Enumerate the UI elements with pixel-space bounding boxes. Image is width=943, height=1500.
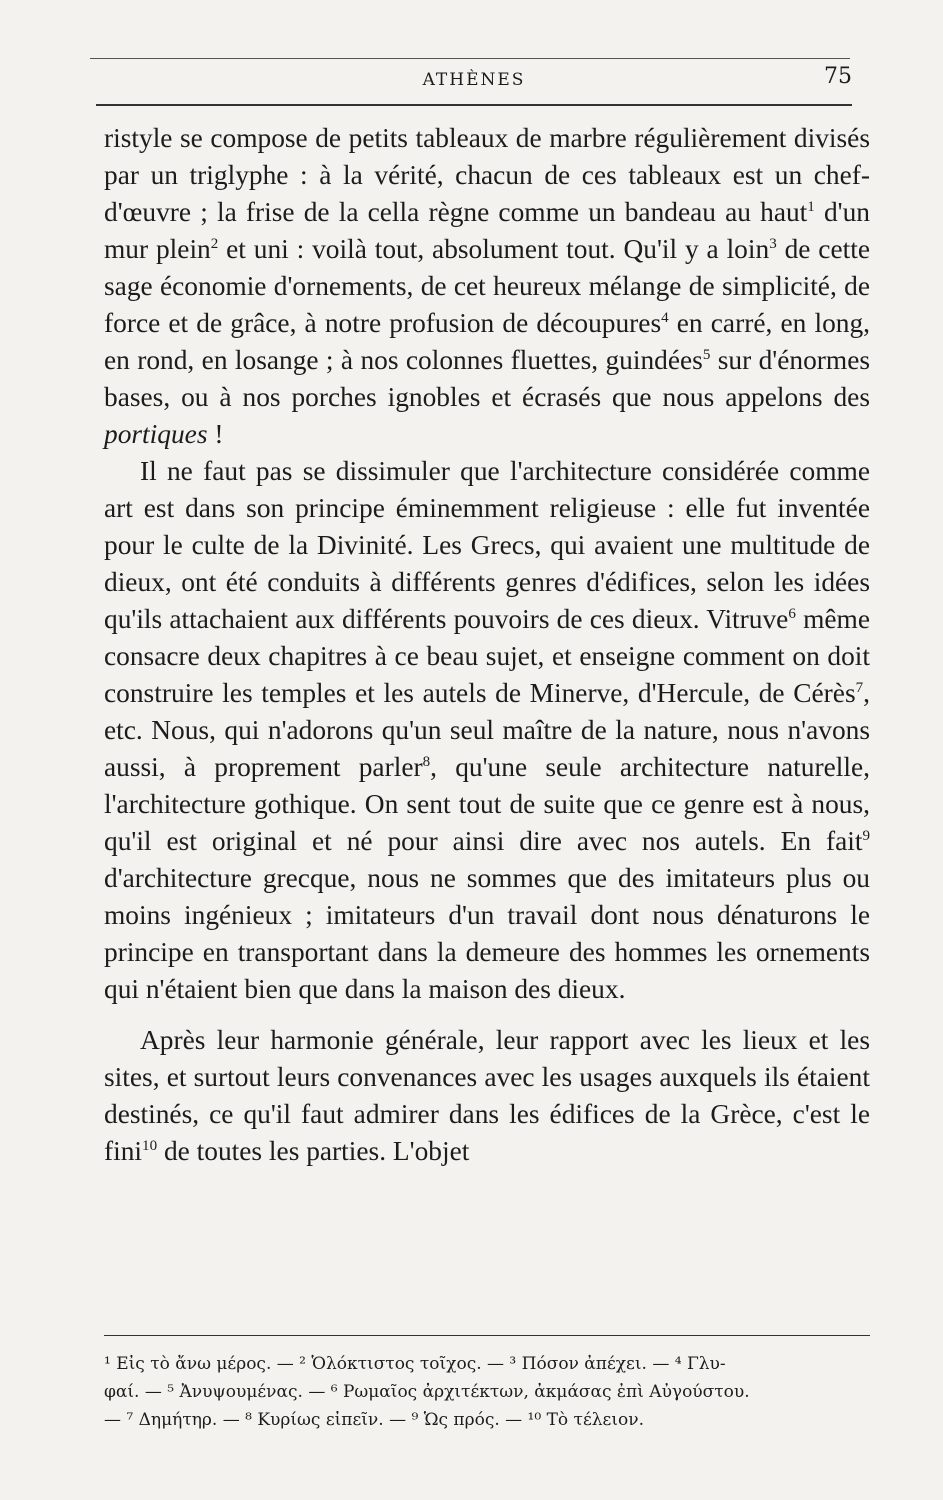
- text-run: !: [207, 419, 224, 449]
- running-title: ATHÈNES: [422, 70, 526, 90]
- footnote-ref: 1: [807, 198, 815, 215]
- text-run: Après leur harmonie générale, leur rapport avec les lieux et les sites, et surtout leurs convenances avec les usages auxquels ils étaient destinés, ce qu'il faut admirer dans les édifices de la Grèce, c'est le fini: [104, 1025, 870, 1166]
- page-number: 75: [824, 64, 852, 89]
- text-run: d'un mur plein: [104, 197, 870, 264]
- text-run: , qu'une seule architecture naturelle, l'architecture gothique. On sent tout de suite que ce genre est à nous, qu'il est original et né pour ainsi dire avec nos autels. En fait: [104, 752, 870, 856]
- text-run: sur d'énormes bases, ou à nos porches ignobles et écrasés que nous appelons des: [104, 345, 871, 412]
- text-run: d'architecture grecque, nous ne sommes que des imitateurs plus ou moins ingénieux ; imitateurs d'un travail dont nous dénaturons le principe en transportant dans la demeure des hommes les ornements qui n'étaient bien que dans la maison des dieux.: [104, 863, 870, 1004]
- paragraph: [104, 120, 870, 453]
- footnote-ref: 8: [422, 753, 431, 770]
- footnote-ref: 9: [862, 827, 870, 844]
- text-run: ristyle se compose de petits tableaux de marbre régulièrement divisés par un triglyphe : à la vérité, chacun de ces tableaux est un chef-d'œuvre ; la frise de la cella règne comme un bandeau au haut: [104, 123, 870, 227]
- text-run: et uni : voilà tout, absolument tout. Qu'il y a loin: [218, 234, 770, 264]
- paragraph: [104, 453, 870, 1008]
- text-run: en carré, en long, en rond, en losange ; à nos colonnes fluettes, guindées: [104, 308, 870, 375]
- text-run: Il ne faut pas se dissimuler que l'architecture considérée comme art est dans son principe éminemment religieuse : elle fut inventée pour le culte de la Divinité. Les Grecs, qui avaient une multitude de dieux, ont été conduits à différents genres d'édifices, selon les idées qu'ils attachaient aux différents pouvoirs de ces dieux. Vitruve: [104, 456, 870, 634]
- text-run: même consacre deux chapitres à ce beau sujet, et enseigne comment on doit construire les temples et les autels de Minerve, d'Hercule, de Cérès: [104, 604, 870, 708]
- page-header: [96, 64, 852, 98]
- text-run: de cette sage économie d'ornements, de cet heureux mélange de simplicité, de force et de grâce, à notre profusion de découpures: [104, 234, 870, 338]
- footnote-ref: 5: [702, 346, 711, 363]
- footnotes: [104, 1350, 870, 1434]
- footnote-rule: [104, 1335, 870, 1336]
- footnote-ref: 6: [788, 605, 796, 622]
- footnote-ref: 3: [769, 235, 777, 252]
- footnote-ref: 7: [855, 679, 864, 696]
- footnote-ref: 10: [142, 1137, 158, 1154]
- top-rule: [90, 58, 850, 59]
- header-rule: [96, 104, 852, 106]
- footnote-line: — ⁷ Δημήτηρ. — ⁸ Κυρίως εἰπεῖν. — ⁹ Ὡς πρός. — ¹⁰ Τὸ τέλειον.: [104, 1410, 644, 1430]
- text-run: de toutes les parties. L'objet: [157, 1136, 470, 1166]
- text-run: , etc. Nous, qui n'adorons qu'un seul maître de la nature, nous n'avons aussi, à proprement parler: [104, 678, 870, 782]
- footnote-ref: 2: [210, 235, 219, 252]
- italic-term: portiques: [104, 419, 208, 449]
- footnote-ref: 4: [661, 309, 669, 326]
- main-text: [104, 120, 870, 1170]
- footnote-line: φαί. — ⁵ Ἀνυψουμένας. — ⁶ Ρωμαῖος ἀρχιτέκτων, ἀκμάσας ἐπὶ Αὐγούστου.: [104, 1382, 750, 1402]
- paragraph: [104, 1022, 870, 1170]
- footnote-line: ¹ Εἰς τὸ ἄνω μέρος. — ² Ὁλόκτιστος τοῖχος. — ³ Πόσον ἀπέχει. — ⁴ Γλυ-: [104, 1354, 726, 1374]
